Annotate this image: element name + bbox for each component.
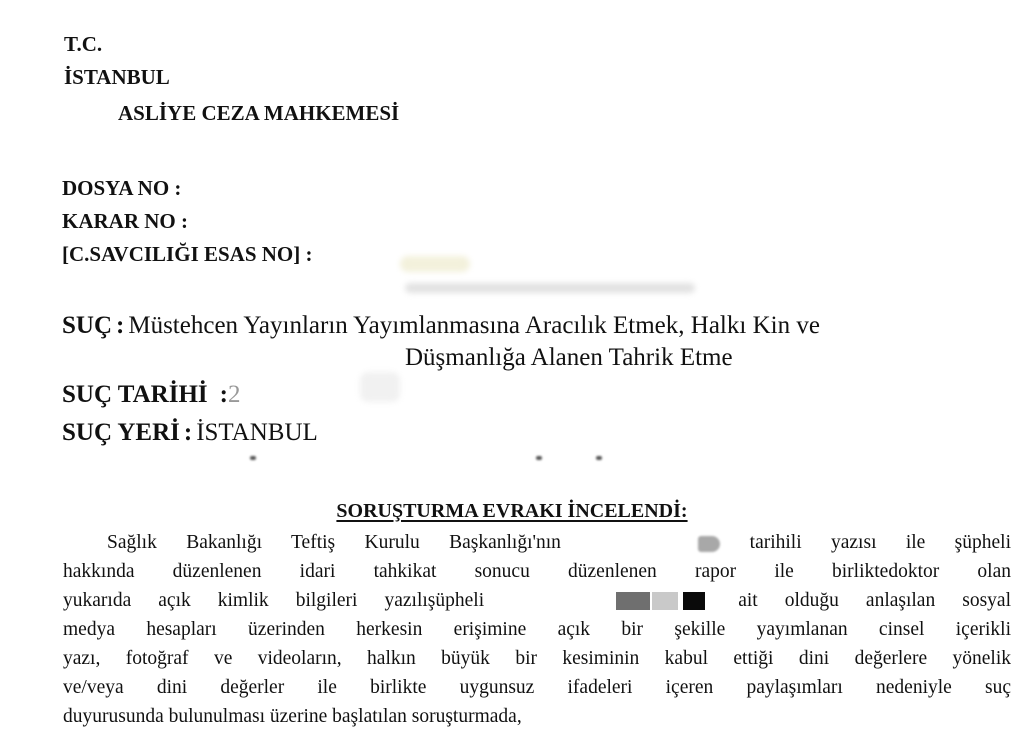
paragraph-line — [63, 644, 1011, 673]
paragraph-line — [63, 586, 1011, 615]
suc-text-line1: Müstehcen Yayınların Yayımlanmasına Aracılık Etmek, Halkı Kin ve — [128, 312, 820, 339]
redaction-smudge — [400, 256, 470, 272]
paragraph-text: medya hesapları üzerinden herkesin erişimine açık bir şekille yayımlanan cinsel içerikli — [63, 619, 1011, 640]
suc-yeri-label: SUÇ YERİ — [62, 419, 180, 446]
paragraph-text: Sağlık Bakanlığı Teftiş Kurulu Başkanlığı'nın — [107, 532, 561, 553]
paragraph-text: duyurusunda bulunulması üzerine başlatılan soruşturmada, — [63, 706, 522, 727]
suc-label: SUÇ — [62, 312, 113, 339]
redaction-smudge — [250, 456, 256, 460]
redaction-smudge — [405, 283, 695, 293]
paragraph-text: hakkında düzenlenen idari tahkikat sonucu düzenlenen rapor ile birliktedoktor olan — [63, 561, 1011, 582]
paragraph-text: ait olduğu anlaşılan sosyal — [738, 590, 1011, 611]
dosya-no-label: DOSYA NO : — [62, 176, 182, 200]
redaction-smudge — [360, 372, 400, 402]
suc-tarihi-separator: : — [219, 381, 228, 408]
paragraph-line — [63, 702, 1011, 731]
suc-tarihi-label: SUÇ TARİHİ — [62, 381, 208, 408]
suc-yeri-row — [62, 419, 318, 447]
paragraph-line — [63, 673, 1011, 702]
paragraph-line — [63, 557, 1011, 586]
redaction-smudge — [536, 456, 542, 460]
paragraph-line — [63, 528, 1011, 557]
suc-separator: : — [116, 312, 125, 339]
suc-yeri-separator: : — [183, 419, 193, 446]
suc-tarihi-value: 2 — [227, 381, 241, 408]
suc-row — [62, 312, 820, 340]
savcilik-esas-no-label: [C.SAVCILIĞI ESAS NO] : — [62, 242, 313, 266]
suc-yeri-value: İSTANBUL — [196, 419, 318, 446]
header-country: T.C. — [64, 32, 103, 56]
paragraph-text: tarihili yazısı ile şüpheli — [749, 532, 1012, 553]
paragraph-text: yukarıda açık kimlik bilgileri yazılışüpheli — [63, 590, 485, 611]
redacted-date — [590, 534, 720, 554]
header-court: ASLİYE CEZA MAHKEMESİ — [118, 101, 400, 125]
body-paragraph — [63, 528, 1011, 731]
paragraph-text: yazı, fotoğraf ve videoların, halkın büyük bir kesiminin kabul ettiği dini değerlere yönelik — [63, 648, 1011, 669]
paragraph-line — [63, 615, 1011, 644]
suc-text-line2: Düşmanlığa Alanen Tahrik Etme — [405, 344, 733, 371]
karar-no-label: KARAR NO : — [62, 209, 188, 233]
redacted-name — [511, 592, 711, 612]
paragraph-text: ve/veya dini değerler ile birlikte uygunsuz ifadeleri içeren paylaşımları nedeniyle suç — [63, 677, 1011, 698]
suc-tarihi-row — [62, 381, 240, 409]
header-city: İSTANBUL — [64, 65, 170, 89]
redaction-smudge — [596, 456, 602, 460]
section-title: SORUŞTURMA EVRAKI İNCELENDİ: — [336, 500, 688, 522]
